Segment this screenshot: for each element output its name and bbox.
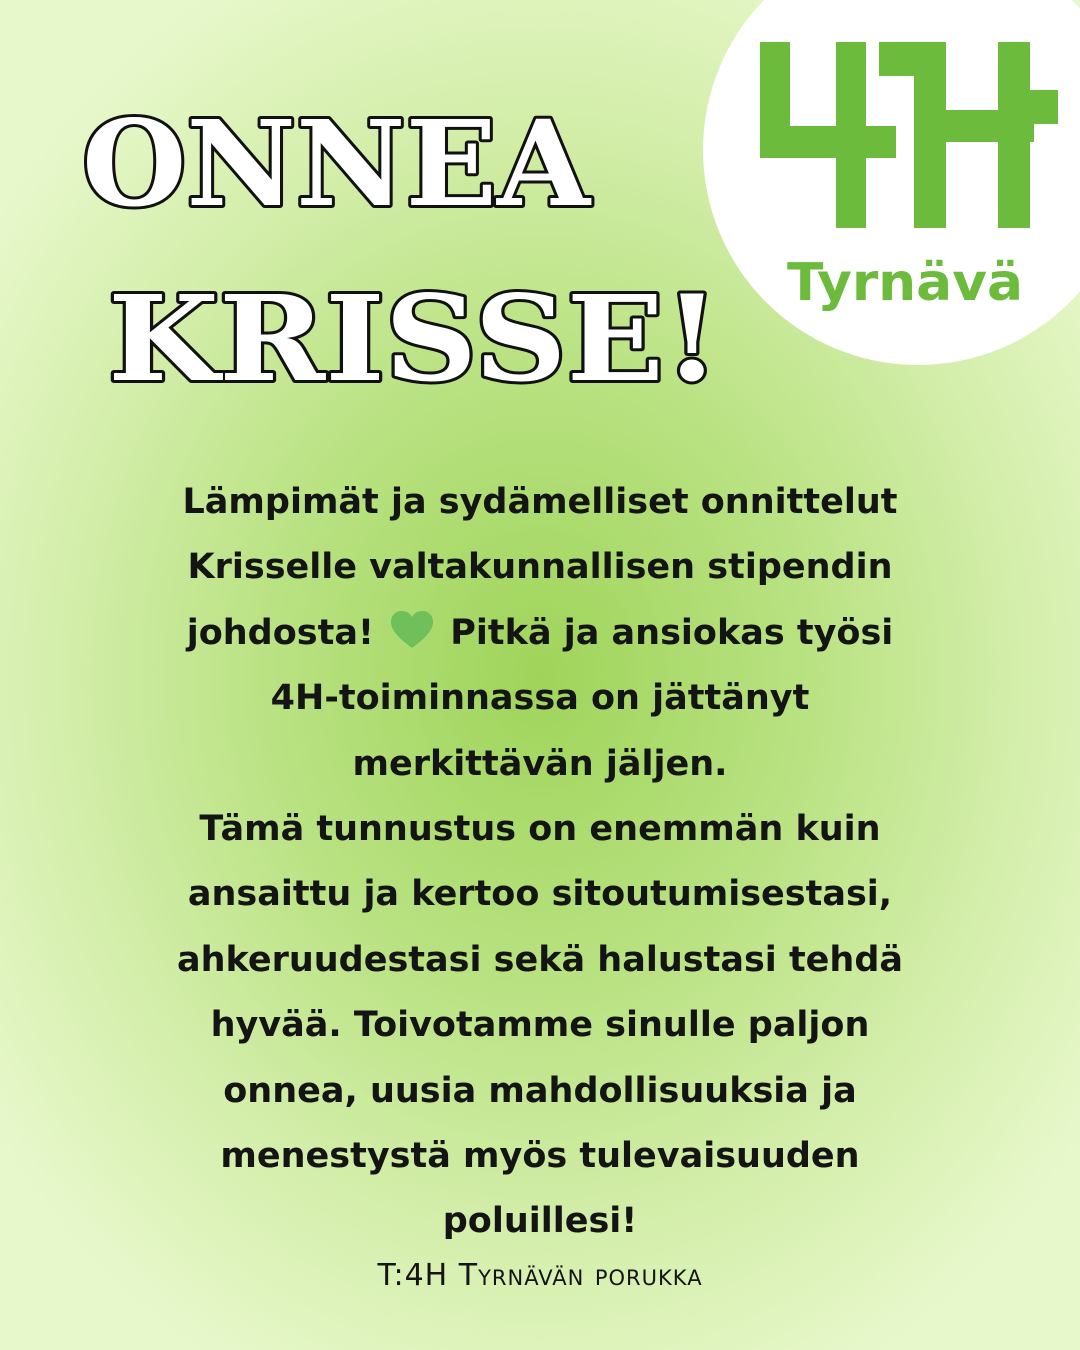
message-line: hyvää. Toivotamme sinulle paljon [210,1005,870,1046]
message-line: Pitkä ja ansiokas työsi [450,612,894,653]
signature: T:4H Tyrnävän porukka [377,1258,703,1293]
headline [0,0,1080,420]
message-line: johdosta! [186,612,374,653]
message-line: Lämpimät ja sydämelliset onnittelut [182,482,898,522]
message-line: onnea, uusia mahdollisuuksia ja [223,1070,857,1111]
message-line: Tämä tunnustus on enemmän kuin [199,809,881,850]
headline-line-1: ONNEA [82,94,592,233]
logo-place-name: Tyrnävä [787,253,1023,313]
message-line: poluillesi! [442,1201,638,1242]
message-line-with-heart [90,601,990,666]
green-heart-icon [390,610,434,650]
message-line: menestystä myös tulevaisuuden [220,1136,860,1177]
message-line: Krisselle valtakunnallisen stipendin [187,547,893,588]
message-line: 4H-toiminnassa on jättänyt [270,678,810,719]
message-line: merkittävän jäljen. [352,743,728,784]
congratulation-message [90,470,990,1255]
message-line: ansaittu ja kertoo sitoutumisestasi, [187,874,893,915]
headline-line-2: KRISSE! [108,269,720,408]
message-line: ahkeruudestasi sekä halustasi tehdä [176,939,904,980]
